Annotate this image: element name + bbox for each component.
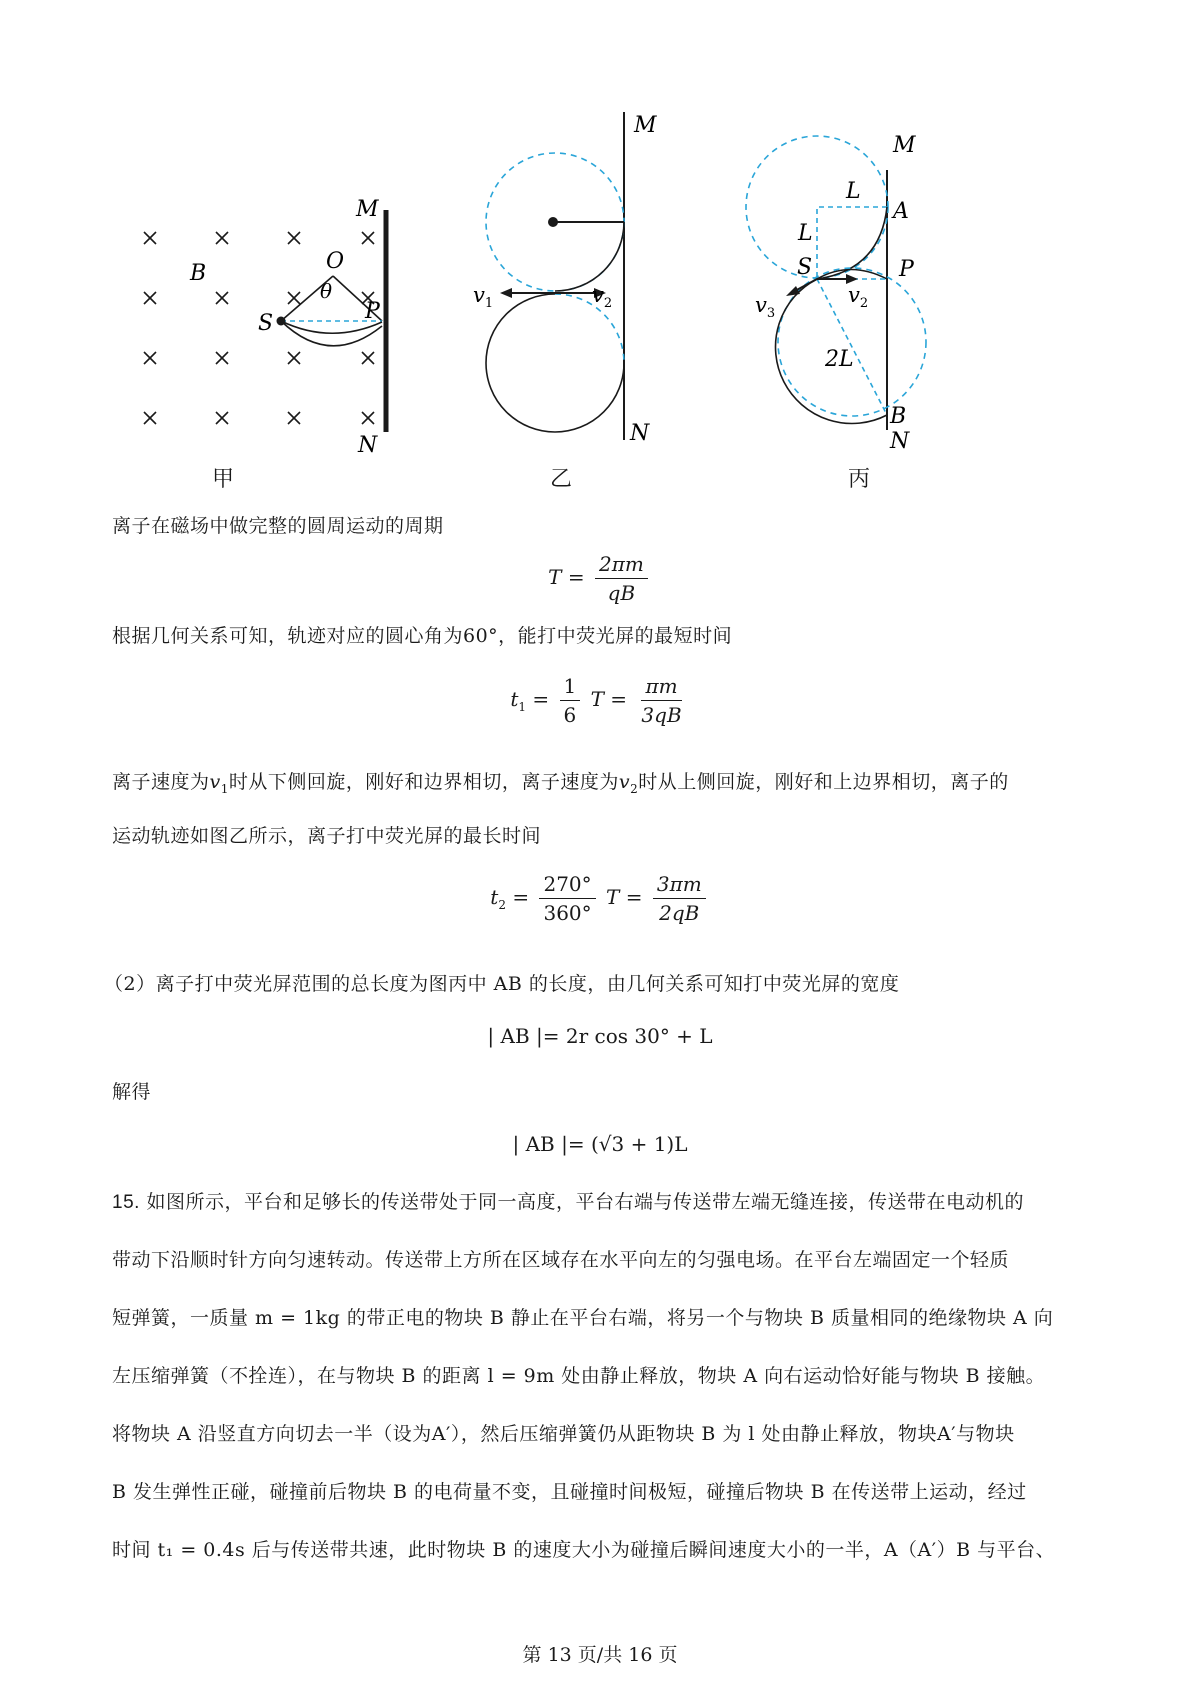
- arrow-v3-head: [786, 286, 800, 296]
- figure-bing: [746, 133, 926, 454]
- question-15-line-6: B 发生弹性正碰，碰撞前后物块 B 的电荷量不变，且碰撞时间极短，碰撞后物块 B 在传送带上运动，经过: [112, 1481, 1027, 1503]
- label-v3: $v_3$: [755, 293, 776, 321]
- label-l-left: L: [798, 221, 813, 246]
- paragraph-solve: 解得: [112, 1081, 152, 1103]
- question-15-line-4: 左压缩弹簧（不拴连），在与物块 B 的距离 l = 9m 处由静止释放，物块 A 向右运动恰好能与物块 B 接触。: [112, 1365, 1046, 1387]
- caption-bing: 丙: [848, 467, 871, 492]
- question-15-line-7: 时间 t₁ = 0.4s 后与传送带共速，此时物块 B 的速度大小为碰撞后瞬间速度大小的一半，A（A′）B 与平台、: [112, 1539, 1056, 1561]
- label-m-bing: M: [893, 133, 916, 158]
- label-n-bing: N: [890, 429, 910, 454]
- paragraph-longest-time: 运动轨迹如图乙所示，离子打中荧光屏的最长时间: [112, 825, 542, 847]
- label-l-top: L: [846, 179, 861, 204]
- lower-circle-dashed: [555, 294, 624, 363]
- lower-circle-solid: [486, 294, 624, 432]
- center-dot-yi: [548, 217, 558, 227]
- label-n-yi: N: [630, 421, 650, 446]
- question-15-line-2: 带动下沿顺时针方向匀速转动。传送带上方所在区域存在水平向左的匀强电场。在平台左端固定一个轻质: [112, 1249, 1010, 1271]
- arrow-v1-head: [500, 288, 512, 298]
- label-p-jia: P: [365, 299, 380, 324]
- label-a-bing: A: [893, 199, 909, 224]
- equation-t2: $t_2$ = $\frac{270^\circ}{360^\circ}$ T = $\frac{3\pi m}{2qB}$: [0, 872, 1200, 925]
- label-s-bing: S: [797, 255, 813, 280]
- caption-jia: 甲: [212, 467, 235, 492]
- label-b-bing: B: [890, 404, 907, 429]
- question-15-line-5: 将物块 A 沿竖直方向切去一半（设为A′），然后压缩弹簧仍从距物块 B 为 l 处由静止释放，物块A′与物块: [112, 1423, 1015, 1445]
- label-b-field: B: [190, 261, 207, 286]
- paragraph-part2: （2）离子打中荧光屏范围的总长度为图丙中 AB 的长度，由几何关系可知打中荧光屏的宽度: [104, 973, 900, 995]
- figure-jia: [144, 197, 386, 458]
- label-o: O: [326, 249, 345, 274]
- label-p-bing: P: [899, 257, 914, 282]
- caption-yi: 乙: [550, 467, 573, 492]
- paragraph-velocities: 离子速度为$v_1$时从下侧回旋，刚好和边界相切，离子速度为$v_2$时从上侧回旋，刚好和上边界相切，离子的: [112, 771, 1009, 796]
- question-15: 15. 如图所示，平台和足够长的传送带处于同一高度，平台右端与传送带左端无缝连接，传送带在电动机的: [112, 1191, 1024, 1213]
- label-v2-bing: $v_2$: [848, 283, 869, 311]
- label-v1: $v_1$: [473, 283, 494, 311]
- figures-row: [0, 0, 1200, 500]
- equation-ab-result: | AB |= (√3 + 1)L: [512, 1132, 688, 1156]
- point-s-jia: [277, 317, 286, 326]
- equation-ab: | AB |= 2r cos 30° + L: [487, 1024, 713, 1048]
- page-footer: 第 13 页/共 16 页: [522, 1644, 678, 1666]
- label-m-yi: M: [634, 113, 657, 138]
- label-v2-yi: $v_2$: [592, 283, 613, 311]
- equation-t1: $t_1$ = $\frac{1}{6}$ T = $\frac{\pi m}{3qB}$: [510, 674, 682, 727]
- label-2l: 2L: [825, 347, 854, 372]
- upper-arc-solid: [555, 222, 624, 291]
- paragraph-period: 离子在磁场中做完整的圆周运动的周期: [112, 515, 444, 537]
- paragraph-shortest-time: 根据几何关系可知，轨迹对应的圆心角为60°，能打中荧光屏的最短时间: [112, 625, 733, 647]
- label-theta: θ: [320, 279, 333, 303]
- figure-yi: [473, 112, 657, 446]
- label-s-jia: S: [258, 311, 274, 336]
- question-number: 15.: [112, 1192, 140, 1213]
- question-15-line-3: 短弹簧，一质量 m = 1kg 的带正电的物块 B 静止在平台右端，将另一个与物块 B 质量相同的绝缘物块 A 向: [112, 1307, 1054, 1329]
- equation-period: T = $\frac{2\pi m}{qB}$: [0, 552, 1200, 605]
- label-n-jia: N: [358, 433, 378, 458]
- arc-s-to-a: [817, 207, 887, 279]
- label-m-jia: M: [356, 197, 379, 222]
